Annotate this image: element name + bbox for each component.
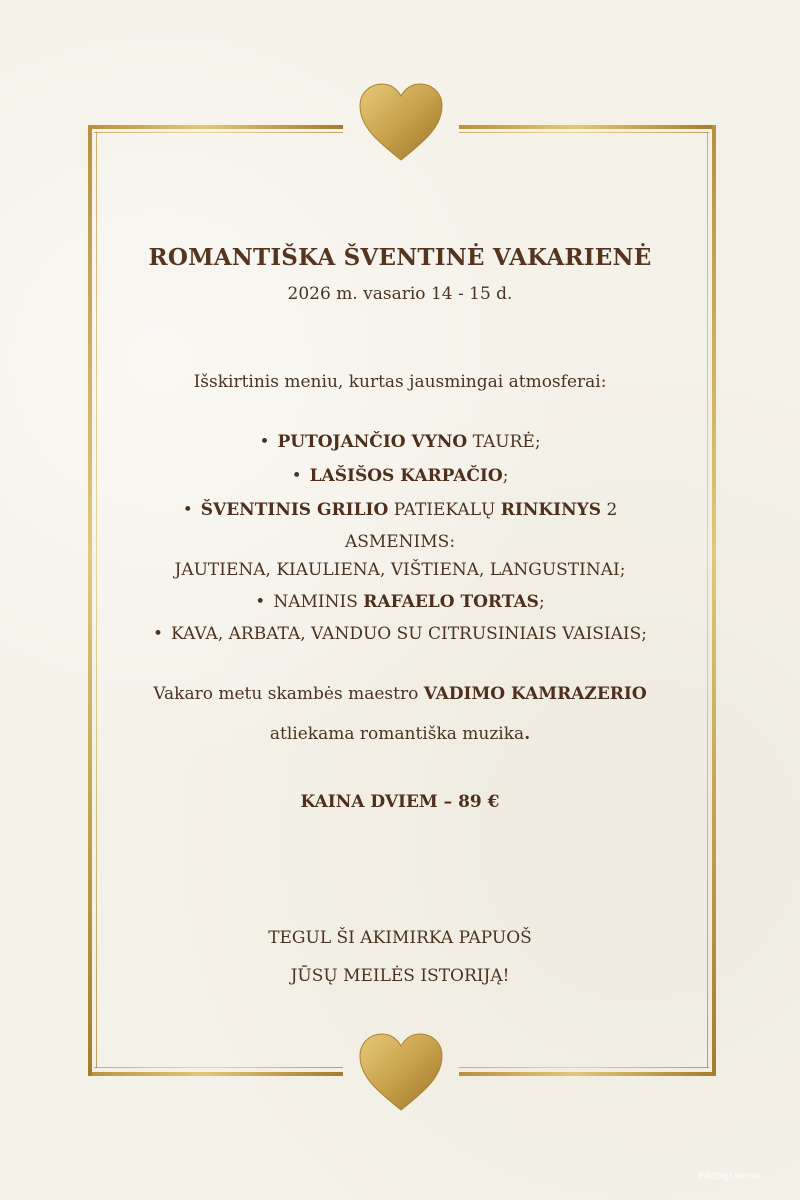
- bullet-icon: •: [291, 466, 302, 486]
- menu-item-bold: RINKINYS: [500, 500, 602, 520]
- event-date: 2026 m. vasario 14 - 15 d.: [287, 284, 513, 304]
- menu-item-bold: PUTOJANČIO VYNO: [277, 432, 468, 452]
- heart-icon: [356, 1032, 446, 1112]
- music-text-end: .: [524, 724, 531, 744]
- bullet-icon: •: [182, 500, 193, 520]
- music-text: atliekama romantiška muzika: [269, 724, 525, 744]
- menu-item-text: TAURĖ;: [467, 432, 541, 452]
- menu-item-text: NAMINIS: [273, 592, 364, 612]
- bullet-icon: •: [152, 624, 163, 644]
- price: KAINA DVIEM – 89 €: [300, 792, 500, 812]
- menu-item-text: ;: [502, 466, 509, 486]
- menu-item-bold: LAŠIŠOS KARPAČIO: [309, 466, 503, 486]
- watermark: Piktogramos: [697, 1171, 760, 1182]
- page-title: ROMANTIŠKA ŠVENTINĖ VAKARIENĖ: [148, 244, 652, 271]
- menu-item: [100, 498, 700, 522]
- music-text: Vakaro metu skambės maestro: [153, 684, 424, 704]
- menu-item-line: JAUTIENA, KIAULIENA, VIŠTIENA, LANGUSTINAI;: [174, 560, 626, 580]
- menu-item: [100, 464, 700, 488]
- menu-item-bold: RAFAELO TORTAS: [363, 592, 539, 612]
- menu-item: [100, 590, 700, 614]
- menu-item-text: ;: [538, 592, 545, 612]
- menu-intro: Išskirtinis meniu, kurtas jausmingai atmosferai:: [193, 372, 607, 392]
- menu-item: [100, 622, 700, 646]
- bullet-icon: •: [255, 592, 266, 612]
- music-line: [100, 682, 700, 706]
- menu-item-text: KAVA, ARBATA, VANDUO SU CITRUSINIAIS VAISIAIS;: [170, 624, 648, 644]
- closing-line: TEGUL ŠI AKIMIRKA PAPUOŠ: [268, 928, 532, 948]
- bullet-icon: •: [259, 432, 270, 452]
- menu-item-text: 2: [601, 500, 618, 520]
- closing-line: JŪSŲ MEILĖS ISTORIJĄ!: [290, 966, 510, 986]
- menu-item-text: PATIEKALŲ: [388, 500, 501, 520]
- heart-icon: [356, 82, 446, 162]
- music-line: [100, 722, 700, 746]
- menu-item-line: ASMENIMS:: [344, 532, 456, 552]
- menu-item: [100, 430, 700, 454]
- menu-item-bold: ŠVENTINIS GRILIO: [200, 500, 389, 520]
- musician-name: VADIMO KAMRAZERIO: [423, 684, 647, 704]
